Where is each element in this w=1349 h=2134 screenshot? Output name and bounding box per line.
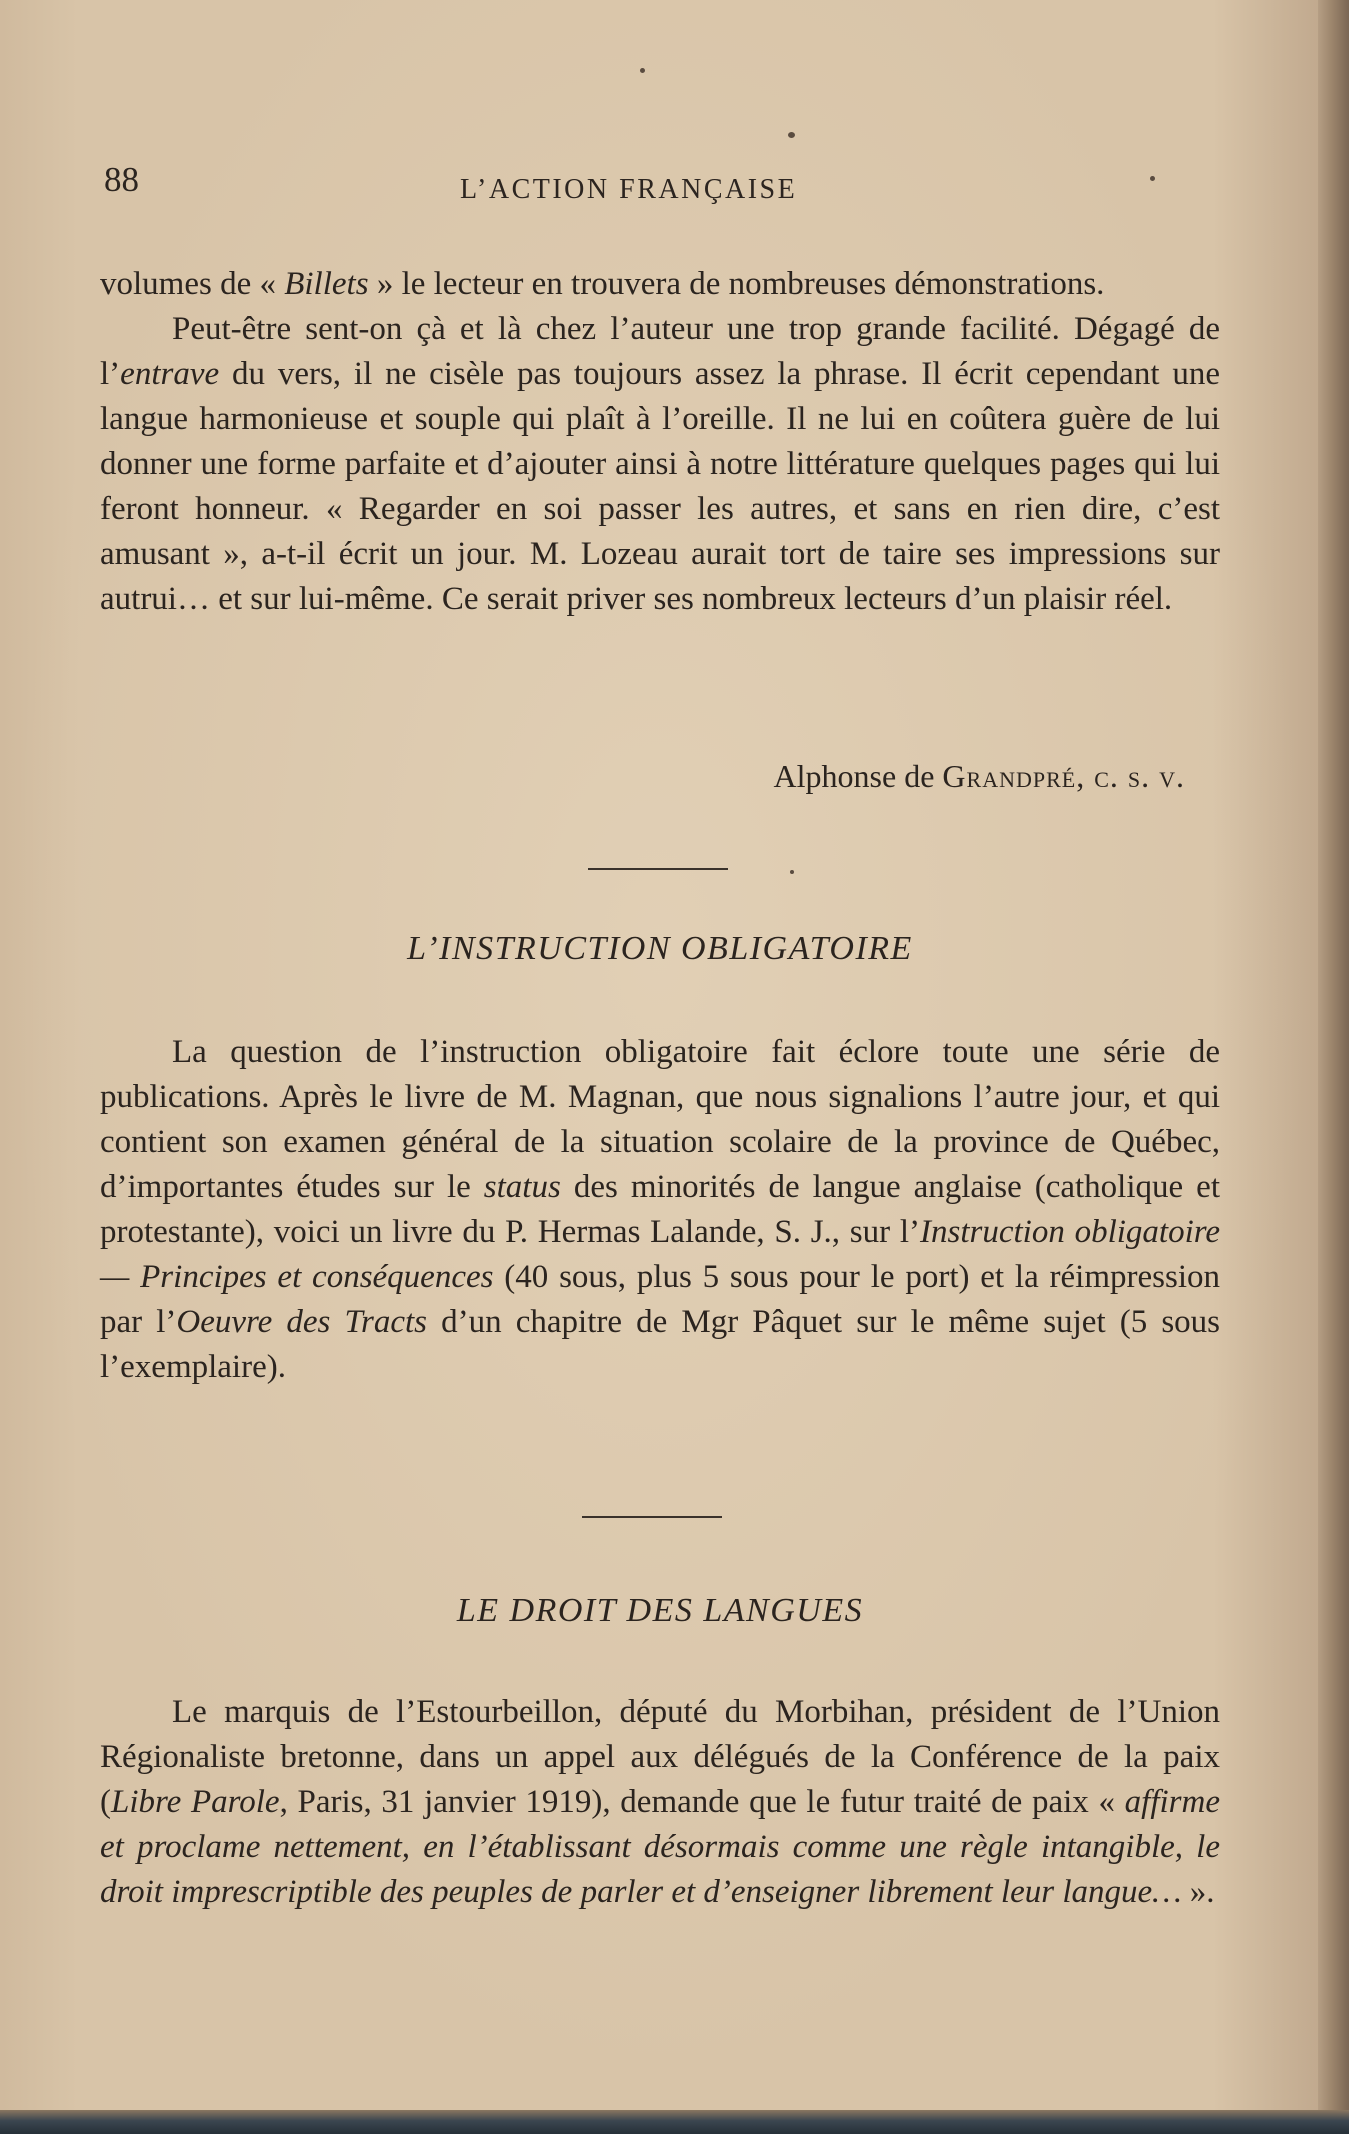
section-divider-2 [582, 1516, 722, 1518]
italic-text-segment: status [483, 1169, 561, 1205]
italic-text-segment: Oeuvre des Tracts [176, 1304, 428, 1340]
page-number: 88 [104, 160, 139, 199]
instruction-paragraph [100, 1030, 1220, 1390]
page-edge-shadow [1318, 0, 1349, 2134]
review-paragraph-1: volumes de « Billets » le lecteur en trouvera de nombreuses démonstrations. [100, 266, 1105, 302]
droit-paragraph [100, 1690, 1220, 1915]
section-divider-1 [588, 868, 728, 870]
text-segment: des minorités de langue anglaise (catholique et protestante), voici un livre du P. Hermas Lalande, S. J., sur l’ [100, 1169, 1220, 1250]
section-body-droit [100, 1690, 1220, 1915]
ink-speck [790, 870, 794, 874]
text-segment: d’un chapitre de Mgr Pâquet sur le même sujet (5 sous l’exemplaire). [100, 1304, 1221, 1385]
review-signature: Alphonse de Grandpré, c. s. v. [773, 758, 1185, 794]
text-segment: ». [1181, 1874, 1215, 1910]
running-title: L’ACTION FRANÇAISE [460, 174, 798, 205]
review-paragraph-2: Peut-être sent-on çà et là chez l’auteur une trop grande facilité. Dégagé de l’entrave du vers, il ne cisèle pas toujours assez la phrase. Il écrit cependant une langue harmonieuse et souple qui plaît à l’oreille. Il ne lui en coûtera guère de lui donner une forme parfaite et d’ajouter ainsi à notre littérature quelques pages qui lui feront honneur. « Regarder en soi passer les autres, et sans en rien dire, c’est amusant », a-t-il écrit un jour. M. Lozeau aurait tort de taire ses impressions sur autrui… et sur lui-même. Ce serait priver ses nombreux lecteurs d’un plaisir réel. [100, 311, 1220, 617]
section-title-instruction: L’INSTRUCTION OBLIGATOIRE [407, 930, 913, 967]
billets-title: Billets [284, 266, 369, 302]
page-header [100, 160, 1220, 210]
italic-text-segment: Instruction obligatoire — Principes et conséquences [100, 1214, 1221, 1295]
entrave-word: entrave [120, 356, 220, 392]
text-segment: La question de l’instruction obligatoire fait éclore toute une série de publications. Après le livre de M. Magnan, que nous signalions l’autre jour, et qui contient son examen général de la situation scolaire de la province de Québec, d’importantes études sur le [100, 1034, 1220, 1205]
ink-speck [640, 68, 645, 73]
text-segment: Le marquis de l’Estourbeillon, député du Morbihan, président de l’Union Régionaliste bretonne, dans un appel aux délégués de la Conférence de la paix ( [100, 1694, 1220, 1820]
italic-text-segment: affirme et proclame nettement, en l’établissant désormais comme une règle intangible, le droit imprescriptible des peuples de parler et d’enseigner librement leur langue… [100, 1784, 1220, 1910]
ink-speck [1150, 176, 1155, 181]
ink-speck [788, 132, 795, 138]
review-continuation [100, 262, 1220, 622]
italic-text-segment: Libre Parole [111, 1784, 280, 1820]
signature-surname: Grandpré [942, 758, 1077, 794]
book-cover-strip [0, 2110, 1349, 2134]
text-segment: , Paris, 31 janvier 1919), demande que le futur traité de paix « [279, 1784, 1125, 1820]
section-title-droit: LE DROIT DES LANGUES [456, 1592, 864, 1629]
section-body-instruction [100, 1030, 1220, 1390]
text-segment: (40 sous, plus 5 sous pour le port) et la réimpression par l’ [100, 1259, 1220, 1340]
